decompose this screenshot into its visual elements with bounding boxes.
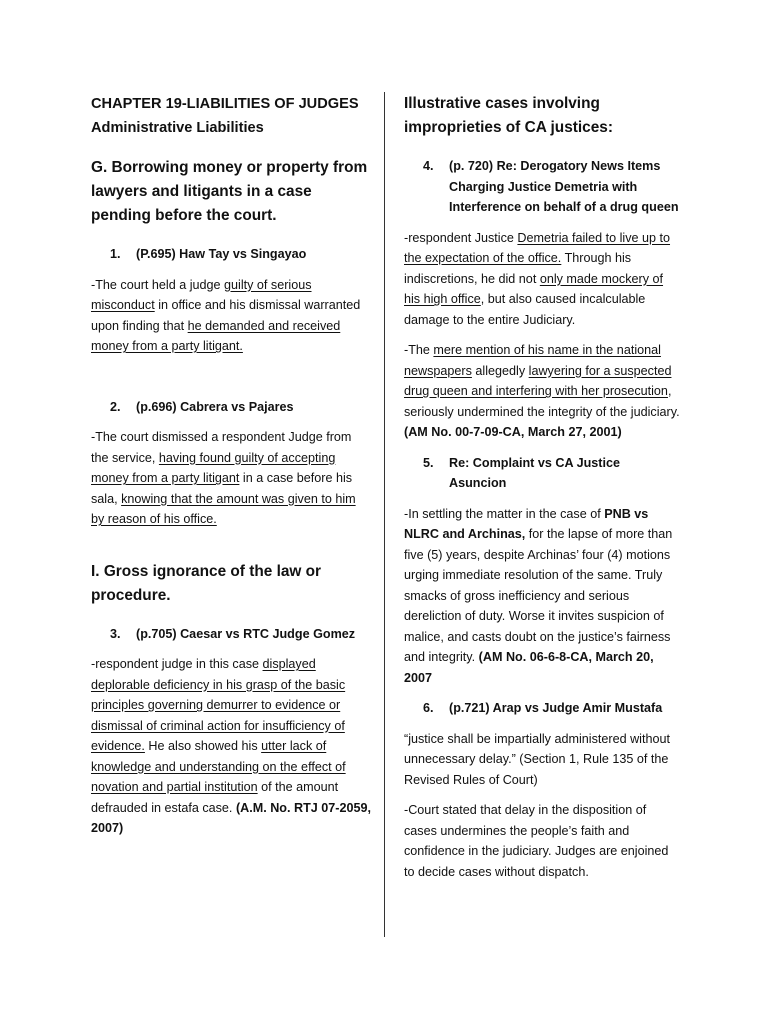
case-heading <box>91 397 371 418</box>
text-run: -The court dismissed a respondent Judge from the service, <box>91 430 352 465</box>
underlined-text: he demanded and received money from a party litigant. <box>91 318 341 353</box>
section-i-heading: I. Gross ignorance of the law or procedure. <box>91 562 322 604</box>
case-number: 6. <box>423 701 434 715</box>
bold-citation: (A.M. No. RTJ 07-2059, 2007) <box>91 800 372 835</box>
case-title: (P.695) Haw Tay vs Singayao <box>136 247 307 261</box>
text-run: in a case before his sala, <box>91 471 353 506</box>
underlined-text: having found guilty of accepting money from a party litigant <box>91 450 336 485</box>
case-heading <box>404 453 680 494</box>
bold-citation: PNB vs NLRC and Archinas, <box>404 506 649 541</box>
case-4-body-1 <box>404 228 680 331</box>
case-heading <box>404 698 680 719</box>
bold-citation: (AM No. 00-7-09-CA, March 27, 2001) <box>404 425 622 439</box>
text-run: -The court held a judge <box>91 277 225 292</box>
chapter-heading <box>91 92 371 140</box>
case-number: 3. <box>110 626 121 641</box>
underlined-text: only made mockery of his high office <box>404 271 664 306</box>
case-title: (p.721) Arap vs Judge Amir Mustafa <box>449 701 663 715</box>
case-3-body <box>91 654 371 839</box>
text-run: for the lapse of more than five (5) years, despite Archinas’ four (4) motions urging immediate resolution of the same. Truly smacks of gross inefficiency and serious dereliction of duty. Worse it invites suspicion of malice, and casts doubt on the justice’s fairness and integrity. <box>404 527 673 664</box>
text-run: He also showed his <box>144 739 262 753</box>
case-1-body <box>91 275 371 357</box>
text-run: -respondent judge in this case <box>91 657 263 671</box>
case-5-body <box>404 504 680 689</box>
case-heading <box>91 624 371 645</box>
case-6-quote: “justice shall be impartially administered without unnecessary delay.” (Section 1, Rule 135 of the Revised Rules of Court) <box>404 731 670 787</box>
underlined-text: knowing that the amount was given to him by reason of his office. <box>91 491 356 526</box>
text-run: Through his indiscretions, he did not <box>404 251 632 286</box>
bold-citation: (AM No. 06-6-8-CA, March 20, 2007 <box>404 650 654 685</box>
underlined-text: utter lack of knowledge and understanding on the effect of novation and partial institution <box>91 739 346 794</box>
ca-justices-heading: Illustrative cases involving improprieties of CA justices: <box>404 95 613 136</box>
case-number: 5. <box>423 455 434 470</box>
case-4-body-2 <box>404 340 680 443</box>
column-divider <box>384 92 385 937</box>
section-g-heading: G. Borrowing money or property from lawyers and litigants in a case pending before the court. <box>91 159 368 224</box>
case-number: 2. <box>110 399 121 414</box>
case-6-body: -Court stated that delay in the disposition of cases undermines the people’s faith and confidence in the judiciary. Judges are enjoined to decide cases without dispatch. <box>404 803 669 879</box>
case-heading <box>404 156 680 218</box>
underlined-text: guilty of serious misconduct <box>91 277 312 312</box>
text-run: in office and his dismissal warranted upon finding that <box>91 298 361 333</box>
text-run: -The <box>404 343 434 357</box>
text-run: allegedly <box>471 363 529 378</box>
case-2-body <box>91 427 371 530</box>
text-run: , seriously undermined the integrity of the judiciary. <box>404 384 680 419</box>
case-number: 4. <box>423 159 434 173</box>
underlined-text: mere mention of his name in the national newspapers <box>404 343 661 378</box>
case-number: 1. <box>110 247 121 261</box>
underlined-text: Demetria failed to live up to the expectation of the office. <box>404 230 671 265</box>
case-heading <box>91 244 371 265</box>
case-title: Re: Complaint vs CA Justice Asuncion <box>449 455 620 490</box>
case-title: (p.705) Caesar vs RTC Judge Gomez <box>136 626 356 641</box>
underlined-text: displayed deplorable deficiency in his grasp of the basic principles governing demurrer to evidence or dismissal of criminal action for insufficiency of evidence. <box>91 657 346 753</box>
text-run: -In settling the matter in the case of <box>404 506 605 521</box>
case-title: (p.696) Cabrera vs Pajares <box>136 399 294 414</box>
text-run: -respondent Justice <box>404 230 518 245</box>
case-title: (p. 720) Re: Derogatory News Items Charging Justice Demetria with Interference on behalf of a drug queen <box>449 159 679 214</box>
text-run: of the amount defrauded in estafa case. <box>91 780 339 815</box>
chapter-title: CHAPTER 19-LIABILITIES OF JUDGES <box>91 96 359 112</box>
text-run: , but also caused incalculable damage to the entire Judiciary. <box>404 292 646 327</box>
right-column <box>404 92 680 892</box>
chapter-subtitle: Administrative Liabilities <box>91 120 264 136</box>
underlined-text: lawyering for a suspected drug queen and interfering with her prosecution <box>404 363 672 398</box>
left-column <box>91 92 371 849</box>
